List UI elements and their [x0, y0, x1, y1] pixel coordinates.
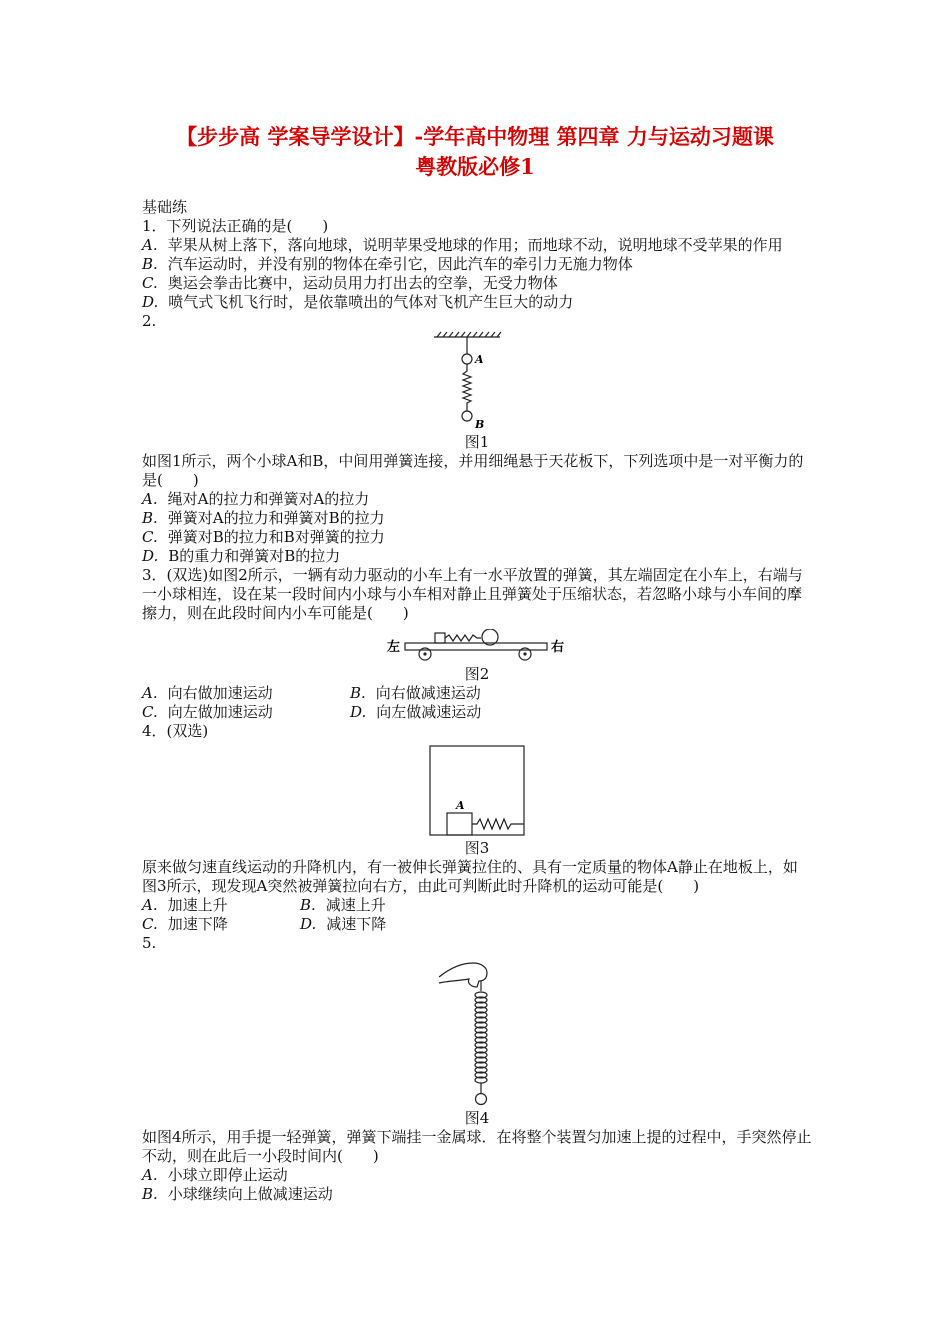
question-5 [142, 934, 812, 1204]
option-text: 小球立即停止运动 [167, 1166, 288, 1184]
right-label: 右 [551, 640, 565, 655]
cart-spring-diagram [387, 629, 567, 663]
ball-b [462, 411, 472, 421]
question-stem: 原来做匀速直线运动的升降机内，有一被伸长弹簧拉住的、具有一定质量的物体A静止在地板上，如图3所示，现发现A突然被弹簧拉向右方，由此可判断此时升降机的运动可能是( ) [142, 858, 798, 895]
option-letter: C. [142, 528, 158, 546]
option-c [142, 703, 350, 722]
option-letter: B. [142, 1185, 158, 1203]
option-b [350, 684, 481, 703]
label-a: A [475, 353, 484, 366]
option-letter: C. [142, 703, 158, 721]
options-row-2 [142, 703, 812, 722]
ceiling-hatch [437, 332, 501, 337]
figure-caption: 图4 [464, 1109, 490, 1127]
option-text: 绳对A的拉力和弹簧对A的拉力 [167, 490, 370, 508]
option-text: B的重力和弹簧对B的拉力 [168, 547, 341, 565]
option-text: 苹果从树上落下，落向地球，说明苹果受地球的作用；而地球不动，说明地球不受苹果的作用 [167, 236, 783, 254]
option-text: 向左做减速运动 [376, 703, 482, 721]
figure-caption: 图1 [464, 433, 490, 451]
hand-spring-diagram [437, 959, 517, 1107]
figure-caption: 图3 [464, 839, 490, 857]
option-a [142, 896, 300, 915]
question-3 [142, 566, 812, 722]
option-b [142, 255, 812, 274]
option-text: 向左做加速运动 [167, 703, 273, 721]
option-b [300, 896, 386, 915]
option-text: 奥运会拳击比赛中，运动员用力打出去的空拳，无受力物体 [167, 274, 558, 292]
question-4 [142, 722, 812, 934]
page-title [140, 122, 810, 182]
option-letter: A. [142, 896, 158, 914]
option-letter: A. [142, 1166, 158, 1184]
right-axle [523, 652, 526, 655]
option-text: 向右做加速运动 [167, 684, 273, 702]
option-text: 加速下降 [167, 915, 228, 933]
option-c [142, 274, 812, 293]
figure-1 [142, 331, 812, 452]
option-c [142, 528, 812, 547]
option-letter: D. [142, 547, 159, 565]
option-a [142, 684, 350, 703]
question-stem: 3．(双选)如图2所示，一辆有动力驱动的小车上有一水平放置的弹簧，其左端固定在小车上，右端与一小球相连，设在某一段时间内小球与小车相对静止且弹簧处于压缩状态，若忽略小球与小车间的摩擦力，则在此段时间内小车可能是( ) [142, 566, 803, 622]
label-b: B [475, 418, 485, 431]
option-letter: B. [142, 255, 158, 273]
option-letter: D. [142, 293, 159, 311]
options-row-2 [142, 915, 812, 934]
figure-4 [142, 959, 812, 1128]
option-c [142, 915, 300, 934]
option-d [300, 915, 386, 934]
question-2 [142, 312, 812, 566]
options-row-1 [142, 896, 812, 915]
option-a [142, 490, 812, 509]
option-letter: B. [350, 684, 366, 702]
ball-a [462, 354, 472, 364]
spring-anchor-block [435, 633, 445, 643]
figure-3 [142, 745, 812, 858]
question-stem: 如图4所示，用手提一轻弹簧，弹簧下端挂一金属球．在将整个装置匀加速上提的过程中，手突然停止不动，则在此后一小段时间内( ) [142, 1128, 812, 1165]
figure-2 [142, 629, 812, 684]
option-text: 向右做减速运动 [375, 684, 481, 702]
option-letter: A. [142, 684, 158, 702]
option-d [350, 703, 481, 722]
elevator-box [430, 746, 524, 835]
option-letter: C. [142, 274, 158, 292]
option-text: 减速上升 [325, 896, 386, 914]
option-letter: D. [350, 703, 367, 721]
elevator-diagram [429, 745, 525, 837]
option-letter: A. [142, 490, 158, 508]
question-stem: 如图1所示，两个小球A和B，中间用弹簧连接，并用细绳悬于天花板下，下列选项中是一对平衡力的是( ) [142, 452, 804, 489]
exercise-content [142, 198, 812, 1204]
question-number: 4．(双选) [142, 722, 209, 740]
spring-coil [463, 364, 471, 411]
question-number: 2. [142, 312, 157, 330]
spring-coils [475, 992, 487, 1083]
stretched-spring [472, 819, 524, 829]
question-number: 5. [142, 934, 157, 952]
option-letter: B. [142, 509, 158, 527]
label-a: A [456, 799, 465, 812]
option-d [142, 293, 812, 312]
question-stem: 1．下列说法正确的是( ) [142, 217, 329, 235]
option-b [142, 509, 812, 528]
option-text: 弹簧对A的拉力和弹簧对B的拉力 [167, 509, 385, 527]
hand-outline [439, 963, 487, 987]
option-text: 加速上升 [167, 896, 228, 914]
option-text: 减速下降 [326, 915, 387, 933]
title-line-1: 【步步高 学案导学设计】-学年高中物理 第四章 力与运动习题课 [176, 124, 774, 149]
option-a [142, 236, 812, 255]
left-label: 左 [387, 640, 401, 655]
question-1 [142, 217, 812, 312]
section-heading: 基础练 [142, 198, 188, 216]
option-letter: B. [300, 896, 316, 914]
option-b [142, 1185, 812, 1204]
option-text: 汽车运动时，并没有别的物体在牵引它，因此汽车的牵引力无施力物体 [167, 255, 633, 273]
option-letter: A. [142, 236, 158, 254]
figure-caption: 图2 [464, 665, 490, 683]
option-text: 弹簧对B的拉力和B对弹簧的拉力 [167, 528, 385, 546]
cart-body [405, 643, 547, 650]
left-axle [423, 652, 426, 655]
option-text: 喷气式飞机飞行时，是依靠喷出的气体对飞机产生巨大的动力 [168, 293, 574, 311]
compressed-spring [445, 635, 481, 641]
hanging-spring-diagram [432, 331, 522, 431]
title-line-2: 粤教版必修1 [415, 154, 535, 179]
option-d [142, 547, 812, 566]
option-text: 小球继续向上做减速运动 [167, 1185, 333, 1203]
option-letter: D. [300, 915, 317, 933]
block-a [447, 813, 472, 835]
metal-ball [476, 1094, 487, 1105]
option-a [142, 1166, 812, 1185]
option-letter: C. [142, 915, 158, 933]
options-row-1 [142, 684, 812, 703]
